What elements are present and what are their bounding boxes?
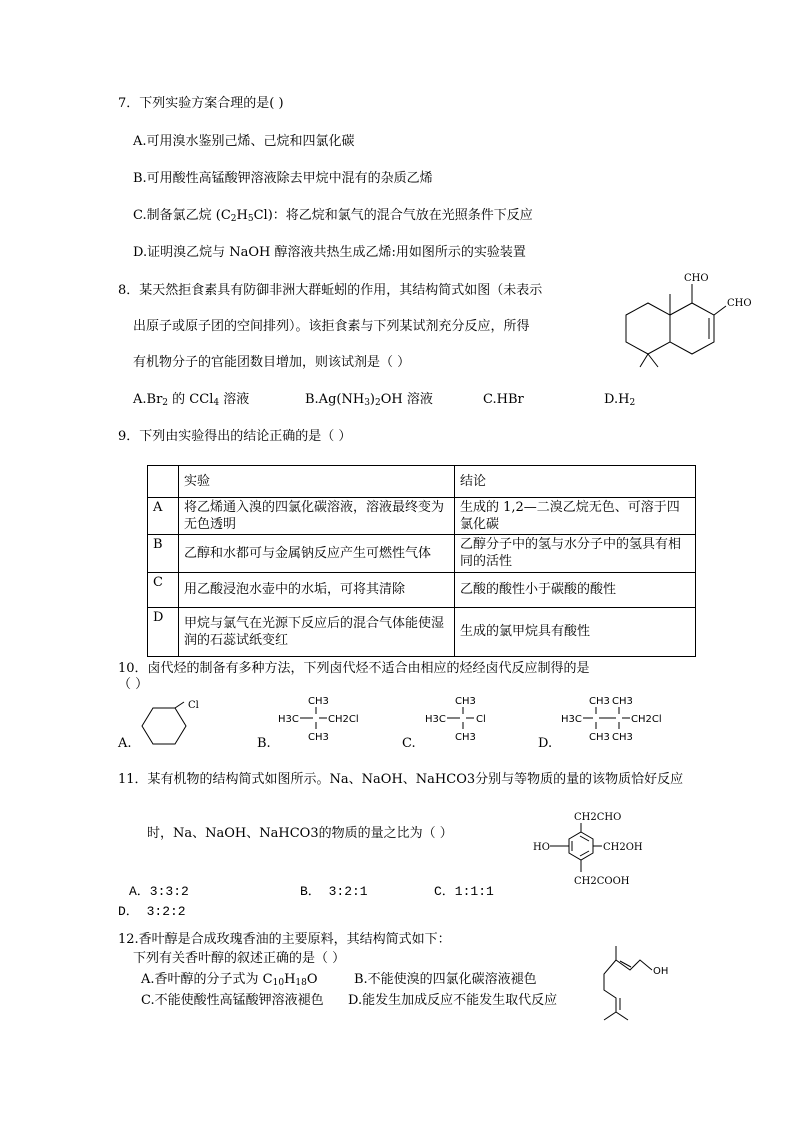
q10-d-left-label: H3C (561, 714, 582, 725)
q12-option-b: B.不能使溴的四氯化碳溶液褪色 (354, 972, 537, 987)
table-cell-conclusion: 乙酸的酸性小于碳酸的酸性 (455, 572, 696, 607)
table-cell-experiment: 甲烷与氯气在光源下反应后的混合气体能使湿润的石蕊试纸变红 (179, 607, 455, 656)
row-label: A (148, 498, 179, 535)
q10-b-top-label: CH3 (308, 696, 329, 707)
table-header-conclusion: 结论 (455, 466, 696, 498)
q10-d-top2-label: CH3 (612, 696, 633, 707)
q10-option-b-label: B. (257, 736, 271, 751)
q10-option-d-structure (561, 694, 661, 746)
q8-cho-label-1: CHO (684, 273, 709, 284)
table-cell-experiment: 乙醇和水都可与金属钠反应产生可燃性气体 (179, 535, 455, 572)
q10-option-a-label: A. (118, 736, 132, 751)
q7-option-a: A.可用溴水鉴别己烯、己烷和四氯化碳 (133, 134, 355, 149)
q12-oh-label: OH (653, 966, 669, 977)
row-label: C (148, 572, 179, 607)
q8-option-d: $D.H_2$ (604, 392, 636, 408)
table-row (148, 498, 696, 535)
q10-c-left-label: H3C (425, 714, 446, 725)
q10-option-c-structure (425, 694, 495, 746)
q8-stem-line1: 8．某天然拒食素具有防御非洲大群蚯蚓的作用，其结构简式如图（未表示 (118, 283, 543, 298)
q11-left-group-label: HO (533, 842, 550, 853)
table-cell-conclusion: 生成的氯甲烷具有酸性 (455, 607, 696, 656)
q10-d-bot2-label: CH3 (612, 732, 633, 743)
q8-molecule-diagram (618, 270, 758, 385)
q12-stem: 12.香叶醇是合成玫瑰香油的主要原料，其结构简式如下： (118, 932, 451, 947)
q7-option-b: B.可用酸性高锰酸钾溶液除去甲烷中混有的杂质乙烯 (133, 171, 433, 186)
q10-b-left-label: H3C (278, 714, 299, 725)
q12-option-d: D.能发生加成反应不能发生取代反应 (348, 993, 558, 1008)
q10-b-bottom-label: CH3 (308, 732, 329, 743)
q11-option-c: C．1:1:1 (434, 884, 494, 899)
q7-option-d: D.证明溴乙烷与 NaOH 醇溶液共热生成乙烯:用如图所示的实验装置 (133, 245, 526, 260)
q11-stem-line2: 时，Na、NaOH、NaHCO3的物质的量之比为（ ） (147, 826, 453, 841)
q7-stem: 7．下列实验方案合理的是( ) (118, 96, 284, 111)
q11-molecule-diagram (530, 808, 660, 893)
q11-option-a: A．3:3:2 (129, 884, 189, 899)
q8-stem-line2: 出原子或原子团的空间排列）。该拒食素与下列某试剂充分反应，所得 (133, 319, 530, 334)
q8-option-b: $B.Ag(NH_3)_2OH$ 溶液 (305, 392, 433, 408)
q8-stem-line3: 有机物分子的官能团数目增加，则该试剂是（ ） (133, 355, 411, 370)
q8-cho-label-2: CHO (727, 298, 752, 309)
q11-stem: 11．某有机物的结构简式如图所示。Na、NaOH、NaHCO3分别与等物质的量的该物质恰好反应 (118, 772, 684, 787)
q9-stem: 9．下列由实验得出的结论正确的是（ ） (118, 429, 352, 444)
q11-top-group-label: CH2CHO (574, 812, 622, 823)
table-cell-conclusion: 生成的 1,2—二溴乙烷无色、可溶于四氯化碳 (455, 498, 696, 535)
table-header-experiment: 实验 (179, 466, 455, 498)
q12-stem-line2: 下列有关香叶醇的叙述正确的是（ ） (133, 951, 346, 966)
row-label: D (148, 607, 179, 656)
table-cell-experiment: 用乙酸浸泡水壶中的水垢，可将其清除 (179, 572, 455, 607)
q12-option-c: C.不能使酸性高锰酸钾溶液褪色 (141, 993, 324, 1008)
q10-d-right-label: CH2Cl (631, 714, 662, 725)
q9-table (147, 465, 696, 657)
table-row (148, 572, 696, 607)
q10-option-a-structure (138, 702, 208, 752)
q11-option-d: D． 3:2:2 (118, 904, 186, 919)
q7-option-c: C.制备氯乙烷 $(C_2H_5Cl)$：将乙烷和氯气的混合气放在光照条件下反应 (133, 208, 533, 224)
q10-a-cl-label: Cl (188, 700, 199, 711)
q12-molecule-diagram (596, 940, 676, 1020)
table-cell (148, 466, 179, 498)
q10-answer-paren: （ ） (118, 677, 149, 692)
table-row (148, 607, 696, 656)
q10-c-top-label: CH3 (455, 696, 476, 707)
q10-option-c-label: C. (402, 736, 416, 751)
table-row (148, 535, 696, 572)
q10-option-d-label: D. (538, 736, 553, 751)
q8-option-c: C.HBr (483, 392, 524, 407)
q11-option-b: B． 3:2:1 (300, 884, 368, 899)
table-header-row (148, 466, 696, 498)
q11-right-group-label: CH2OH (603, 842, 643, 853)
q10-c-bottom-label: CH3 (455, 732, 476, 743)
q8-option-a: $A.Br_2$ 的 CCl$_4$ 溶液 (133, 392, 250, 408)
row-label: B (148, 535, 179, 572)
q10-b-right-label: CH2Cl (328, 714, 359, 725)
q10-stem: 10．卤代烃的制备有多种方法，下列卤代烃不适合由相应的烃经卤代反应制得的是 (118, 661, 590, 676)
q10-d-top1-label: CH3 (589, 696, 610, 707)
q10-option-b-structure (278, 694, 368, 746)
q10-c-right-label: Cl (476, 714, 486, 725)
table-cell-experiment: 将乙烯通入溴的四氯化碳溶液，溶液最终变为无色透明 (179, 498, 455, 535)
table-cell-conclusion: 乙醇分子中的氢与水分子中的氢具有相同的活性 (455, 535, 696, 572)
q10-d-bot1-label: CH3 (589, 732, 610, 743)
q11-bottom-group-label: CH2COOH (574, 876, 630, 887)
q12-option-a: A.香叶醇的分子式为 $C_{10}H_{18}O$ (141, 972, 318, 988)
